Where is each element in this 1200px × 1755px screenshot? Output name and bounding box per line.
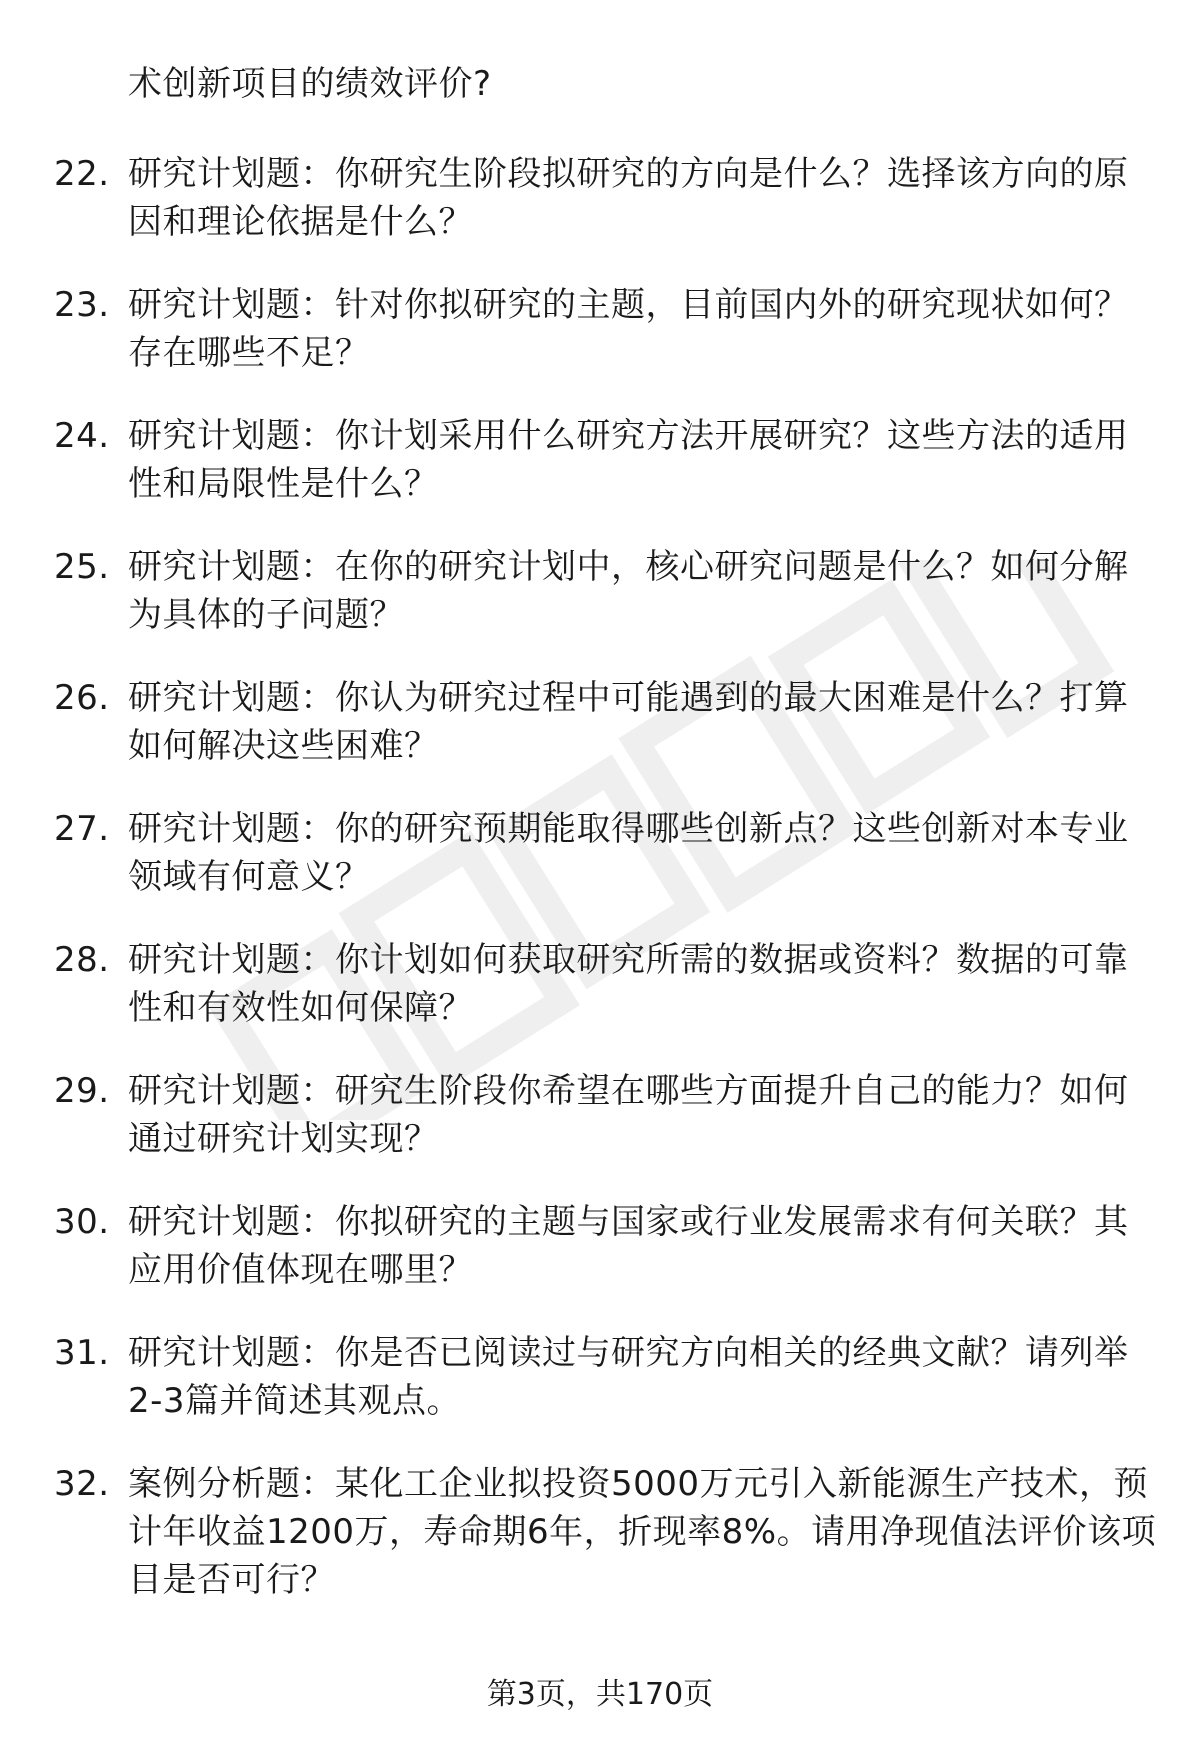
question-item <box>0 281 1200 412</box>
question-text: 研究计划题：你是否已阅读过与研究方向相关的经典文献？请列举2-3篇并简述其观点。 <box>128 1333 1129 1421</box>
question-text: 研究计划题：你计划采用什么研究方法开展研究？这些方法的适用性和局限性是什么？ <box>128 416 1129 504</box>
question-text: 研究计划题：你认为研究过程中可能遇到的最大困难是什么？打算如何解决这些困难？ <box>128 678 1129 766</box>
question-number: 28. <box>54 940 110 980</box>
question-item <box>0 1067 1200 1198</box>
question-item <box>0 150 1200 281</box>
continuation-text: 术创新项目的绩效评价? <box>128 64 492 104</box>
question-item <box>0 936 1200 1067</box>
question-number: 30. <box>54 1202 110 1242</box>
question-text: 研究计划题：在你的研究计划中，核心研究问题是什么？如何分解为具体的子问题？ <box>128 547 1129 635</box>
question-number: 26. <box>54 678 110 718</box>
question-text: 研究计划题：你的研究预期能取得哪些创新点？这些创新对本专业领域有何意义？ <box>128 809 1129 897</box>
question-item <box>0 674 1200 805</box>
question-item <box>0 412 1200 543</box>
page-footer: 第3页，共170页 <box>486 1677 714 1712</box>
question-number: 32. <box>54 1464 110 1504</box>
question-number: 23. <box>54 285 110 325</box>
question-number: 22. <box>54 154 110 194</box>
question-text: 研究计划题：你计划如何获取研究所需的数据或资料？数据的可靠性和有效性如何保障？ <box>128 940 1129 1028</box>
question-text: 研究计划题：研究生阶段你希望在哪些方面提升自己的能力？如何通过研究计划实现？ <box>128 1071 1129 1159</box>
question-number: 25. <box>54 547 110 587</box>
question-list <box>0 150 1200 1640</box>
question-item <box>0 543 1200 674</box>
question-number: 29. <box>54 1071 110 1111</box>
question-text: 研究计划题：针对你拟研究的主题，目前国内外的研究现状如何？存在哪些不足？ <box>128 285 1129 373</box>
question-text: 研究计划题：你研究生阶段拟研究的方向是什么？选择该方向的原因和理论依据是什么？ <box>128 154 1129 242</box>
question-item <box>0 1198 1200 1329</box>
question-number: 27. <box>54 809 110 849</box>
question-text: 研究计划题：你拟研究的主题与国家或行业发展需求有何关联？其应用价值体现在哪里？ <box>128 1202 1129 1290</box>
question-item <box>0 1329 1200 1460</box>
question-item <box>0 1460 1200 1640</box>
question-number: 24. <box>54 416 110 456</box>
question-number: 31. <box>54 1333 110 1373</box>
question-item <box>0 805 1200 936</box>
question-text: 案例分析题：某化工企业拟投资5000万元引入新能源生产技术，预计年收益1200万，寿命期6年，折现率8%。请用净现值法评价该项目是否可行？ <box>128 1464 1157 1600</box>
